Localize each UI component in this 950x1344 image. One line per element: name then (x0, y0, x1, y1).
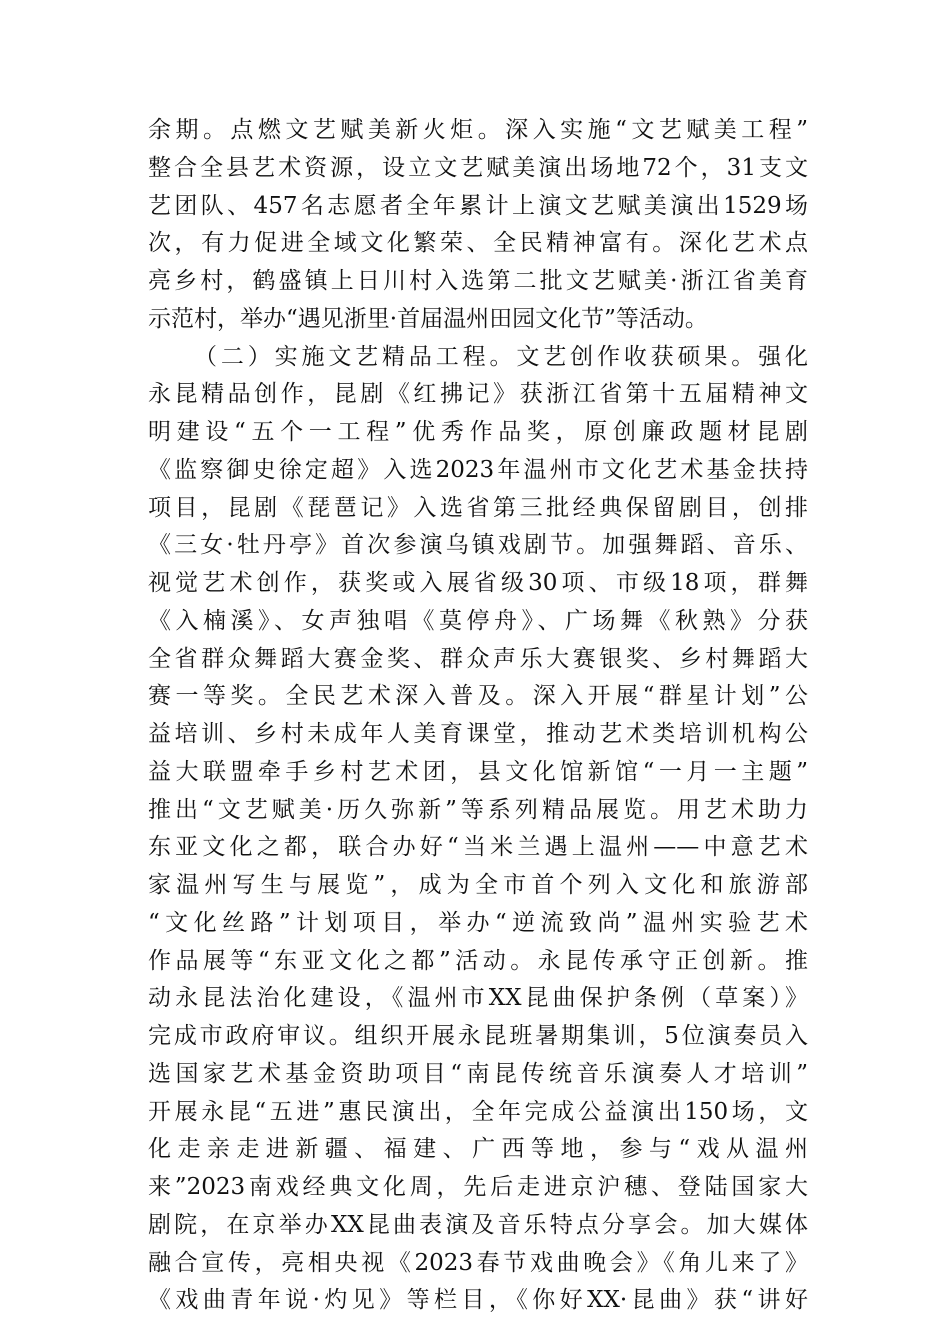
text-line: 化走亲走进新疆、福建、广西等地，参与“戏从温州 (148, 1136, 808, 1163)
text-line: 剧院，在京举办XX昆曲表演及音乐特点分享会。加大媒体 (148, 1211, 808, 1238)
text-line: 视觉艺术创作，获奖或入展省级30项、市级18项，群舞 (148, 570, 808, 596)
text-line: 赛一等奖。全民艺术深入普及。深入开展“群星计划”公 (148, 683, 808, 710)
text-line: “文化丝路”计划项目，举办“逆流致尚”温州实验艺术 (148, 909, 808, 936)
text-line: 永昆精品创作，昆剧《红拂记》获浙江省第十五届精神文 (148, 381, 808, 408)
text-line: 动永昆法治化建设，《温州市XX昆曲保护条例（草案）》 (148, 985, 808, 1012)
text-line: 《戏曲青年说·灼见》等栏目，《你好XX·昆曲》获“讲好 (148, 1287, 808, 1314)
text-line: 《监察御史徐定超》入选2023年温州市文化艺术基金扶持 (148, 456, 808, 483)
text-line: 家温州写生与展览”，成为全市首个列入文化和旅游部 (148, 872, 808, 898)
text-line: 开展永昆“五进”惠民演出，全年完成公益演出150场，文 (148, 1098, 808, 1125)
text-line: 推出“文艺赋美·历久弥新”等系列精品展览。用艺术助力 (148, 796, 808, 823)
body-text (148, 112, 808, 1320)
text-line: 来”2023南戏经典文化周，先后走进京沪穗、登陆国家大 (148, 1174, 808, 1200)
text-line: 作品展等“东亚文化之都”活动。永昆传承守正创新。推 (148, 947, 808, 974)
text-line: 益培训、乡村未成年人美育课堂，推动艺术类培训机构公 (148, 721, 808, 747)
text-line: 亮乡村，鹤盛镇上日川村入选第二批文艺赋美·浙江省美育 (148, 268, 808, 294)
text-line: 《入楠溪》、女声独唱《莫停舟》、广场舞《秋熟》分获 (148, 607, 808, 634)
text-line: 次，有力促进全域文化繁荣、全民精神富有。深化艺术点 (148, 230, 808, 257)
text-line: 益大联盟牵手乡村艺术团，县文化馆新馆“一月一主题” (148, 758, 808, 785)
text-line: 《三女·牡丹亭》首次参演乌镇戏剧节。加强舞蹈、音乐、 (148, 532, 808, 559)
text-line: 选国家艺术基金资助项目“南昆传统音乐演奏人才培训” (148, 1060, 808, 1087)
text-line: 整合全县艺术资源，设立文艺赋美演出场地72个，31支文 (148, 154, 808, 181)
text-line: 示范村，举办“遇见浙里·首届温州田园文化节”等活动。 (148, 305, 708, 332)
section-heading-line: （二）实施文艺精品工程。文艺创作收获硕果。强化 (194, 343, 808, 370)
text-line: 项目，昆剧《琵琶记》入选省第三批经典保留剧目，创排 (148, 494, 808, 521)
text-line: 完成市政府审议。组织开展永昆班暑期集训，5位演奏员入 (148, 1023, 808, 1049)
text-line: 全省群众舞蹈大赛金奖、群众声乐大赛银奖、乡村舞蹈大 (148, 645, 808, 672)
text-line: 艺团队、457名志愿者全年累计上演文艺赋美演出1529场 (148, 192, 808, 219)
text-line: 明建设“五个一工程”优秀作品奖，原创廉政题材昆剧 (148, 419, 808, 445)
text-line: 东亚文化之都，联合办好“当米兰遇上温州——中意艺术 (148, 834, 808, 861)
text-line: 融合宣传，亮相央视《2023春节戏曲晚会》《角儿来了》 (148, 1249, 808, 1276)
text-line: 余期。点燃文艺赋美新火炬。深入实施“文艺赋美工程” (148, 117, 808, 143)
